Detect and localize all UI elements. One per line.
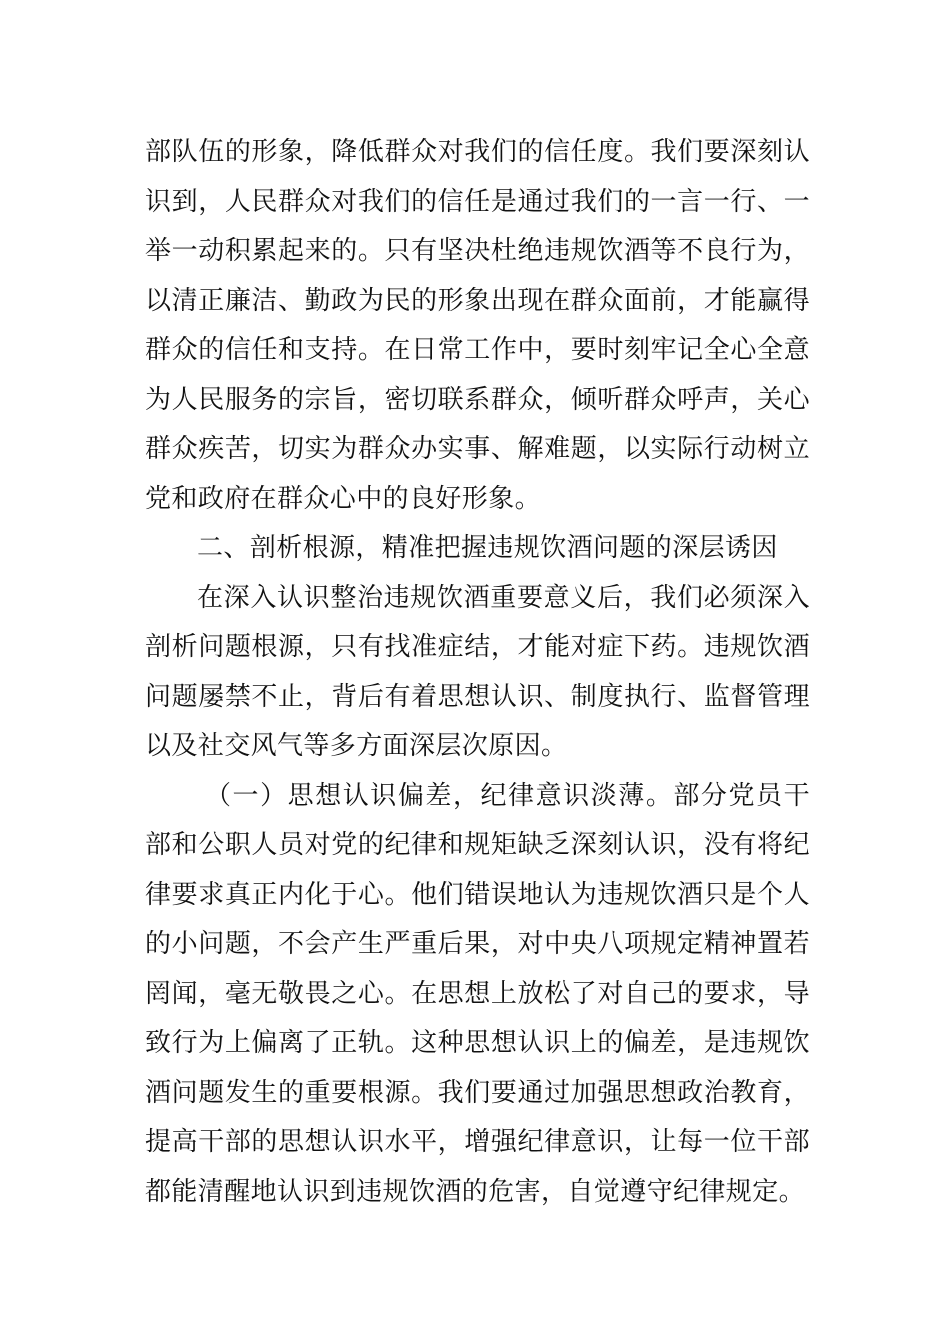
paragraph-intro-root-causes: 在深入认识整治违规饮酒重要意义后，我们必须深入剖析问题根源，只有找准症结，才能对症下药。违规饮酒问题屡禁不止，背后有着思想认识、制度执行、监督管理以及社交风气等多方面深层次原因。 — [145, 582, 810, 761]
paragraph-subsection-one: （一）思想认识偏差，纪律意识淡薄。部分党员干部和公职人员对党的纪律和规矩缺乏深刻认识，没有将纪律要求真正内化于心。他们错误地认为违规饮酒只是个人的小问题，不会产生严重后果，对中央八项规定精神置若罔闻，毫无敬畏之心。在思想上放松了对自己的要求，导致行为上偏离了正轨。这种思想认识上的偏差，是违规饮酒问题发生的重要根源。我们要通过加强思想政治教育，提高干部的思想认识水平，增强纪律意识，让每一位干部都能清醒地认识到违规饮酒的危害，自觉遵守纪律规定。 — [145, 780, 810, 1207]
section-heading-two: 二、剖析根源，精准把握违规饮酒问题的深层诱因 — [197, 533, 778, 563]
paragraph-continuation: 部队伍的形象，降低群众对我们的信任度。我们要深刻认识到，人民群众对我们的信任是通过我们的一言一行、一举一动积累起来的。只有坚决杜绝违规饮酒等不良行为，以清正廉洁、勤政为民的形象出现在群众面前，才能赢得群众的信任和支持。在日常工作中，要时刻牢记全心全意为人民服务的宗旨，密切联系群众，倾听群众呼声，关心群众疾苦，切实为群众办实事、解难题，以实际行动树立党和政府在群众心中的良好形象。 — [145, 137, 810, 514]
document-body — [145, 128, 810, 1217]
